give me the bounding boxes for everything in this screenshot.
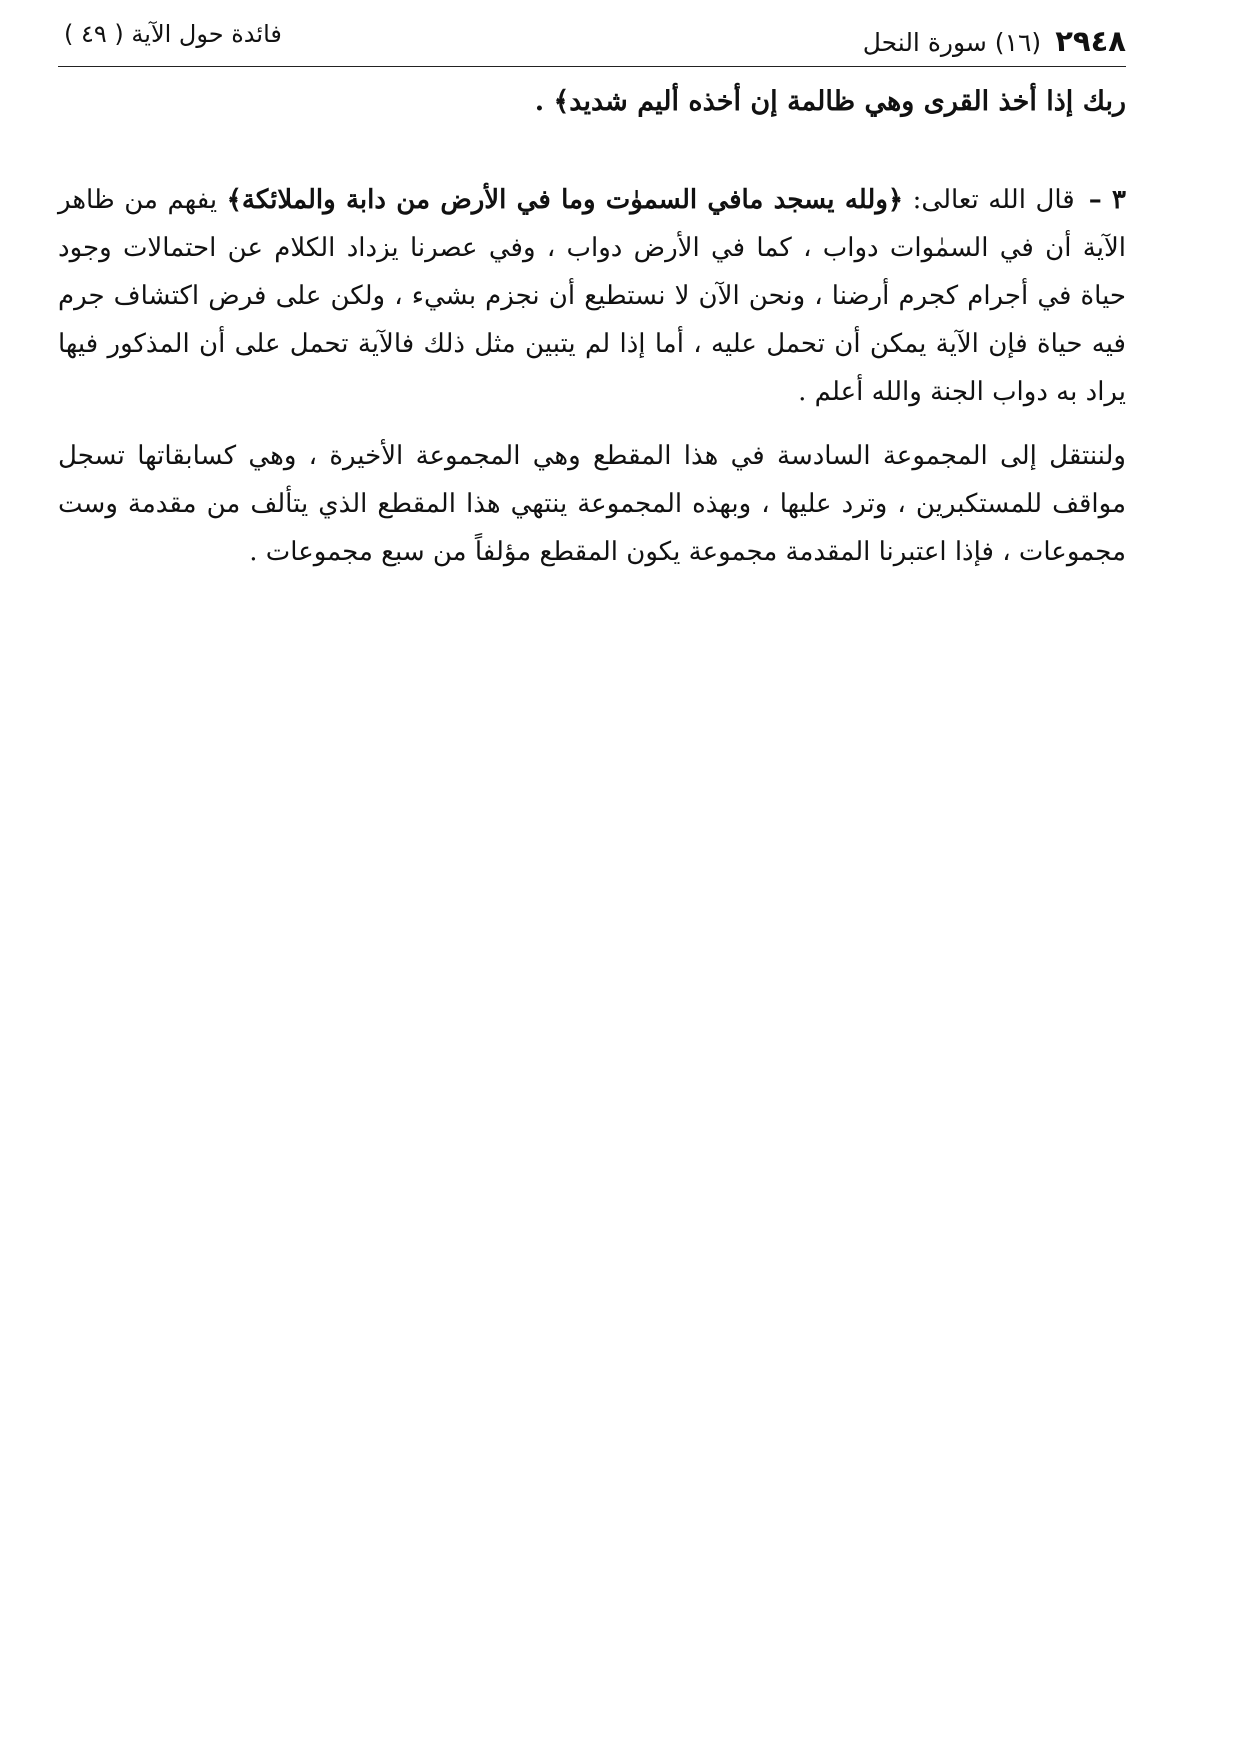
paragraph-point-3 bbox=[58, 176, 1126, 416]
point-intro: قال الله تعالى: bbox=[903, 185, 1075, 215]
point-commentary: يفهم من ظاهر الآية أن في السمٰوات دواب ، كما في الأرض دواب ، وفي عصرنا يزداد الكلام عن احتمالات وجود حياة في أجرام كجرم أرضنا ، ونحن الآن لا نستطيع أن نجزم بشيء ، ولكن على فرض اكتشاف جرم فيه حياة فإن الآية يمكن أن تحمل عليه ، أما إذا لم يتبين مثل ذلك فالآية تحمل على أن المذكور فيها يراد به دواب الجنة والله أعلم . bbox=[58, 185, 1126, 407]
page-body bbox=[58, 78, 1126, 576]
verse-continuation: ربك إذا أخذ القرى وهي ظالمة إن أخذه أليم شديد﴾ . bbox=[534, 86, 1126, 117]
page-number: ٢٩٤٨ bbox=[1055, 24, 1126, 58]
page-header bbox=[58, 18, 1126, 66]
surah-title: (١٦) سورة النحل bbox=[862, 28, 1042, 57]
header-divider bbox=[58, 66, 1126, 67]
paragraph-transition: ولننتقل إلى المجموعة السادسة في هذا المقطع وهي المجموعة الأخيرة ، وهي كسابقاتها تسجل مواقف للمستكبرين ، وترد عليها ، وبهذه المجموعة ينتهي هذا المقطع الذي يتألف من مقدمة وست مجموعات ، فإذا اعتبرنا المقدمة مجموعة يكون المقطع مؤلفاً من سبع مجموعات . bbox=[58, 441, 1126, 567]
point-number: ٣ – bbox=[1088, 185, 1126, 215]
header-right bbox=[863, 24, 1126, 58]
quran-verse: ﴿ولله يسجد مافي السموٰت وما في الأرض من دابة والملائكة﴾ bbox=[226, 185, 904, 215]
header-topic: فائدة حول الآية ( ٤٩ ) bbox=[64, 20, 282, 48]
